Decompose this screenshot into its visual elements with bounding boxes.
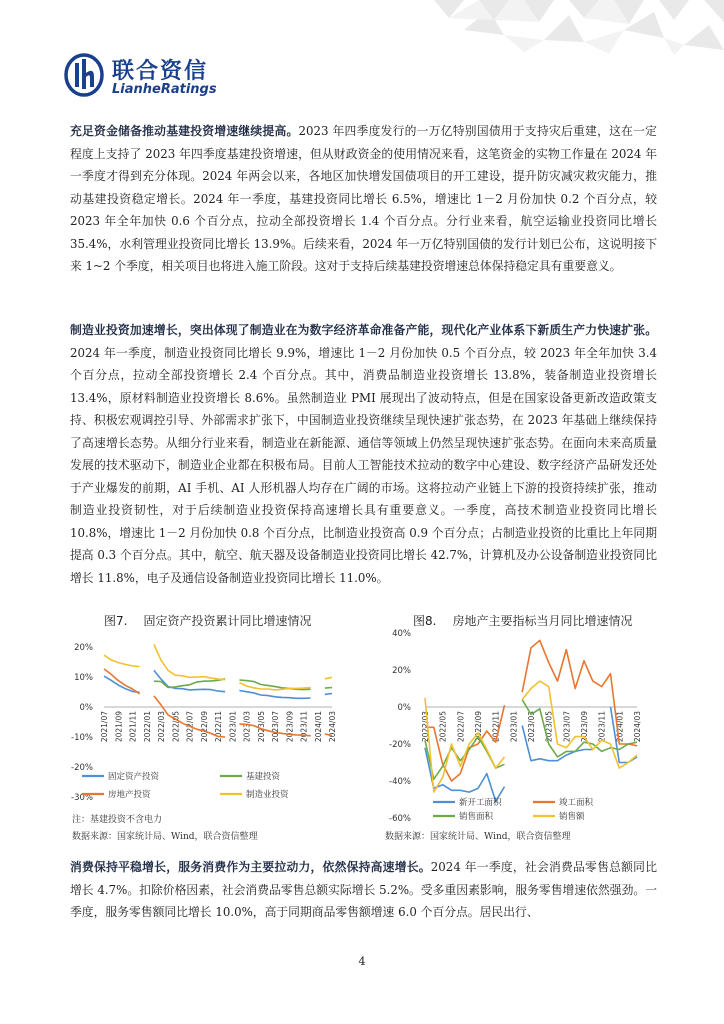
- y-tick-label: 20%: [392, 666, 411, 676]
- x-tick-label: 2023/05: [544, 711, 554, 743]
- y-tick-label: -20%: [71, 763, 93, 773]
- x-tick-label: 2023/09: [580, 711, 589, 743]
- figure-7-title: [104, 612, 311, 629]
- figure-number: 图7.: [104, 614, 128, 628]
- legend-label: 基建投资: [246, 772, 281, 782]
- y-tick-label: 0%: [397, 703, 411, 713]
- x-tick-label: 2023/01: [509, 711, 519, 743]
- x-tick-label: 2023/01: [228, 711, 238, 743]
- paragraph-consumption: [70, 856, 657, 924]
- y-tick-label: 20%: [74, 643, 93, 653]
- x-tick-label: 2021/11: [128, 711, 138, 743]
- figure-7-source: 数据来源：国家统计局、Wind，联合资信整理: [72, 832, 258, 842]
- x-tick-label: 2023/07: [562, 711, 572, 743]
- x-tick-label: 2022/09: [199, 711, 209, 743]
- x-tick-label: 2024/03: [633, 711, 642, 743]
- x-tick-label: 2024/03: [328, 711, 337, 743]
- x-tick-label: 2023/09: [285, 711, 295, 743]
- x-tick-label: 2023/11: [299, 711, 309, 743]
- x-tick-label: 2022/07: [456, 711, 466, 743]
- y-tick-label: -60%: [389, 814, 411, 824]
- x-tick-label: 2023/11: [597, 711, 607, 743]
- y-tick-label: 0%: [79, 703, 93, 713]
- y-tick-label: -40%: [389, 777, 411, 787]
- paragraph-lead: 消费保持平稳增长，服务消费作为主要拉动力，依然保持高速增长。: [70, 860, 431, 874]
- legend-label: 固定资产投资: [108, 772, 160, 782]
- figure-8-source: 数据来源：国家统计局、Wind，联合资信整理: [385, 832, 571, 842]
- y-tick-label: -10%: [71, 733, 93, 743]
- legend-label: 新开工面积: [459, 798, 502, 808]
- x-tick-label: 2022/01: [142, 711, 152, 743]
- lianhe-logo-mark: [64, 53, 104, 97]
- legend-label: 房地产投资: [108, 790, 151, 800]
- y-tick-label: 40%: [392, 629, 411, 639]
- y-tick-label: 10%: [74, 673, 93, 683]
- paragraph-lead: 充足资金储备推动基建投资增速继续提高。: [70, 124, 299, 138]
- figure-number: 图8.: [413, 614, 437, 628]
- paragraph-body: 2023 年四季度发行的一万亿特别国债用于支持灾后重建，这在一定程度上支持了 2023 年四季度基建投资增速，但从财政资金的使用情况来看，这笔资金的实物工作量在 2024 年一季度才得到充分体现。2024 年两会以来，各地区加快增发国债项目的开工建设，提升防灾减灾救灾能力，推动基建投资稳定增长。2024 年一季度，基建投资同比增长 6.5%，增速比 1－2 月份加快 0.2 个百分点，较 2023 年全年加快 0.6 个百分点，拉动全部投资增长 1.4 个百分点。分行业来看，航空运输业投资同比增长 35.4%，水利管理业投资同比增长 13.9%。后续来看，2024 年一万亿特别国债的发行计划已公布，这说明接下来 1~2 个季度，相关项目也将进入施工阶段。这对于支持后续基建投资增速总体保持稳定具有重要意义。: [70, 124, 657, 273]
- x-tick-label: 2023/05: [256, 711, 266, 743]
- y-tick-label: -20%: [389, 740, 411, 750]
- legend-label: 销售额: [559, 812, 585, 822]
- x-tick-label: 2023/07: [271, 711, 280, 743]
- paragraph-manufacturing: [70, 319, 657, 589]
- page-number: 4: [358, 955, 366, 968]
- x-tick-label: 2022/05: [438, 711, 448, 743]
- x-tick-label: 2022/03: [421, 711, 430, 743]
- chart-real-estate-indicators: [385, 626, 655, 824]
- x-tick-label: 2023/03: [527, 711, 536, 743]
- paragraph-body: 2024 年一季度，制造业投资同比增长 9.9%，增速比 1－2 月份加快 0.5 个百分点，较 2023 年全年加快 3.4 个百分点，拉动全部投资增长 2.4 个百分点。其中，消费品制造业投资增长 13.8%，装备制造业投资增长 13.4%，原材料制造业投资增长 8.6%。虽然制造业 PMI 展现出了波动特点，但是在国家设备更新改造政策支持、积极宏观调控引导、外部需求扩张下，中国制造业投资继续呈现快速扩张态势，在 2023 年基础上继续保持了高速增长态势。从细分行业来看，制造业在新能源、通信等领域上仍然呈现快速扩张态势。在面向未来高质量发展的技术驱动下，制造业企业都在积极布局。目前人工智能技术拉动的数字中心建设、数字经济产品研发还处于产业爆发的前期，AI 手机、AI 人形机器人均存在广阔的市场。这将拉动产业链上下游的投资持续扩张，推动制造业投资韧性，对于后续制造业投资保持高速增长具有重要意义。一季度，高技术制造业投资同比增长 10.8%，增速比 1－2 月份加快 0.8 个百分点，比制造业投资高 0.9 个百分点；占制造业投资的比重比上年同期提高 0.3 个百分点。其中，航空、航天器及设备制造业投资同比增长 42.7%，计算机及办公设备制造业投资同比增长 11.8%，电子及通信设备制造业投资同比增长 11.0%。: [70, 345, 657, 585]
- figure-caption: 固定资产投资累计同比增速情况: [143, 614, 312, 628]
- x-tick-label: 2024/01: [615, 711, 625, 743]
- y-tick-label: -30%: [71, 793, 93, 803]
- x-tick-label: 2023/03: [242, 711, 252, 743]
- series-line: [104, 670, 332, 698]
- x-tick-label: 2022/07: [185, 711, 195, 743]
- paragraph-lead: 制造业投资加速增长，突出体现了制造业在为数字经济革命准备产能，现代化产业体系下新质生产力快速扩张。: [70, 323, 657, 337]
- x-tick-label: 2022/11: [491, 711, 501, 743]
- x-tick-label: 2021/07: [100, 711, 109, 743]
- x-tick-label: 2022/05: [171, 711, 181, 743]
- x-tick-label: 2022/11: [214, 711, 223, 743]
- x-tick-label: 2024/01: [313, 711, 323, 743]
- x-tick-label: 2022/09: [474, 711, 483, 743]
- logo-chinese-name: 联合资信: [112, 59, 209, 84]
- figure-7-note: 注：基建投资不含电力: [72, 815, 163, 825]
- logo: [64, 52, 224, 102]
- logo-english-name: LianheRatings: [112, 82, 217, 97]
- series-line: [104, 644, 332, 690]
- legend-label: 制造业投资: [246, 790, 289, 800]
- x-tick-label: 2022/03: [157, 711, 166, 743]
- legend-label: 竣工面积: [559, 798, 594, 808]
- legend-label: 销售面积: [459, 812, 494, 822]
- paragraph-infrastructure: [70, 120, 657, 278]
- paragraph-body: 2024 年一季度，社会消费品零售总额同比增长 4.7%。扣除价格因素，社会消费品零售总额实际增长 5.2%。受多重因素影响，服务零售增速依然强劲。一季度，服务零售额同比增长 10.0%，高于同期商品零售额增速 6.0 个百分点。居民出行、: [70, 860, 657, 919]
- figure-caption: 房地产主要指标当月同比增速情况: [452, 614, 633, 628]
- chart-fixed-asset-investment: [68, 636, 350, 808]
- corner-pattern: [394, 0, 724, 55]
- x-tick-label: 2021/09: [114, 711, 124, 743]
